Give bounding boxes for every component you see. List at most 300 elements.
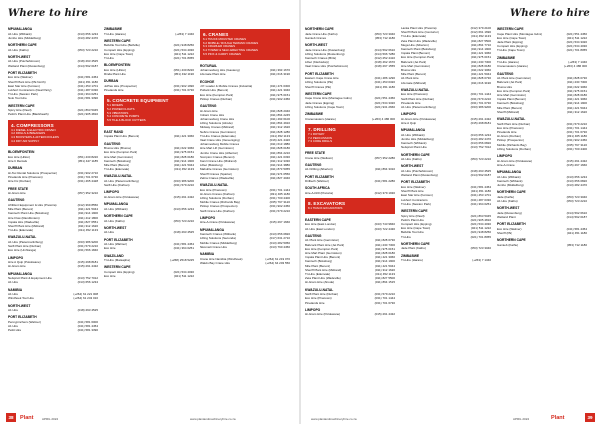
phone-number[interactable]: (011) 827 6551 [77, 219, 98, 224]
region-heading: PORT ELIZABETH [401, 180, 430, 185]
phone-number[interactable]: (013) 282 4470 [77, 35, 98, 40]
phone-number[interactable]: (041) 581 3390 [77, 328, 98, 333]
listing-row[interactable] [104, 230, 194, 234]
company-name: Eco Hire (Kempton Park) [497, 88, 531, 93]
phone-number[interactable]: (011) 421 5044 [566, 105, 587, 110]
phone-number[interactable]: (014) 592 6610 [374, 47, 395, 52]
listing-row[interactable] [104, 207, 194, 211]
phone-number[interactable]: (053) 723 2210 [566, 199, 587, 204]
listing-row[interactable] [8, 280, 98, 284]
phone-number[interactable]: (015) 291 4432 [566, 158, 587, 163]
phone-number[interactable]: (035) 797 3120 [269, 200, 290, 205]
phone-number[interactable]: (031) 465 1180 [566, 134, 587, 139]
phone-number[interactable]: (033) 386 9200 [470, 105, 491, 110]
phone-number[interactable]: (018) 293 4525 [470, 169, 491, 174]
phone-number[interactable]: (041) 451 1180 [470, 189, 491, 194]
company-name: Jade Crane Hire (Kathu) [305, 31, 338, 36]
phone-number[interactable]: (013) 656 1234 [566, 174, 587, 179]
listing-row[interactable] [200, 261, 290, 265]
phone-number[interactable]: (011) 493 6100 [269, 116, 290, 121]
phone-number[interactable]: (021) 905 4810 [470, 217, 491, 222]
phone-number[interactable]: (021) 511 1222 [173, 274, 194, 279]
listing-row[interactable] [8, 96, 98, 100]
phone-number[interactable]: (041) 581 3390 [77, 96, 98, 101]
listing-row[interactable] [497, 199, 587, 203]
phone-number[interactable]: (017) 631 2710 [269, 236, 290, 241]
region-heading: WESTERN CAPE [497, 27, 524, 31]
category-subitem: 7.2 PERCUSSION [308, 136, 332, 140]
phone-number[interactable]: (041) 581 4454 [77, 324, 98, 329]
phone-number[interactable]: (051) 432 1190 [173, 72, 194, 76]
phone-number[interactable]: (053) 723 2210 [470, 157, 491, 162]
phone-number[interactable]: (033) 386 9200 [173, 178, 194, 183]
phone-number[interactable]: (011) 914 1900 [374, 259, 395, 264]
phone-number[interactable]: (031) 579 2210 [470, 96, 491, 101]
listing-row[interactable] [497, 64, 587, 68]
phone-number[interactable]: (011) 828 0180 [566, 93, 587, 98]
phone-number[interactable]: (031) 902 1990 [173, 83, 194, 88]
phone-number[interactable]: (031) 579 2210 [374, 292, 395, 297]
phone-number[interactable]: (031) 579 2210 [566, 121, 587, 126]
phone-number[interactable]: (011) 827 5500 [470, 38, 491, 43]
phone-number[interactable]: (011) 230 7300 [566, 80, 587, 85]
phone-number[interactable]: (031) 579 2210 [77, 244, 98, 249]
phone-number[interactable]: (011) 975 0151 [269, 92, 290, 97]
phone-number[interactable]: (011) 827 4040 [269, 175, 290, 180]
listing-row[interactable] [8, 48, 98, 52]
phone-number[interactable]: (011) 421 5044 [77, 207, 98, 212]
phone-number[interactable]: (015) 297 1660 [566, 162, 587, 167]
listing-row[interactable] [8, 248, 98, 252]
phone-number[interactable]: (011) 421 3060 [566, 97, 587, 102]
listing-row[interactable] [8, 112, 98, 116]
phone-number[interactable]: (021) 534 4030 [470, 222, 491, 227]
phone-number[interactable]: (012) 252 4410 [374, 56, 395, 60]
phone-number[interactable]: (013) 282 5050 [269, 240, 290, 245]
phone-number[interactable]: (011) 828 2040 [269, 108, 290, 113]
phone-number[interactable]: (053) 723 2210 [77, 47, 98, 52]
phone-number[interactable]: (011) 827 5500 [374, 276, 395, 281]
listing-row[interactable] [8, 36, 98, 40]
listing-row[interactable] [401, 121, 491, 125]
phone-number[interactable]: (012) 661 1690 [470, 30, 491, 35]
phone-number[interactable]: (018) 462 1670 [374, 60, 395, 65]
phone-number[interactable]: (013) 752 7012 [77, 276, 98, 281]
phone-number[interactable]: (011) 974 0550 [269, 171, 290, 176]
phone-number[interactable]: (033) 386 9200 [77, 240, 98, 245]
phone-number[interactable]: (021) 511 1222 [173, 51, 194, 56]
phone-number[interactable]: (011) 914 1900 [77, 211, 98, 216]
phone-number[interactable]: (053) 723 3040 [374, 31, 395, 36]
listing-row[interactable] [401, 145, 491, 149]
phone-number[interactable]: (015) 291 4432 [374, 312, 395, 317]
listing-row[interactable] [401, 235, 491, 239]
phone-number[interactable]: (021) 931 2660 [374, 104, 395, 109]
phone-number[interactable]: (041) 581 4454 [77, 75, 98, 80]
phone-number[interactable]: (011) 421 0330 [269, 154, 290, 159]
listing-row[interactable] [8, 191, 98, 195]
phone-number[interactable]: (011) 873 5055 [269, 167, 290, 172]
phone-number[interactable]: (011) 975 0151 [173, 150, 194, 155]
phone-number[interactable]: (014) 596 7280 [374, 51, 395, 56]
phone-number[interactable]: (+264) 64 203 550 [265, 260, 290, 265]
phone-number[interactable]: (+263) 4 486 000 [564, 64, 587, 69]
phone-number[interactable]: (043) 743 9840 [374, 222, 395, 227]
phone-number[interactable]: (015) 298 8181 [470, 121, 491, 126]
phone-number[interactable]: (031) 701 6730 [173, 88, 194, 92]
phone-number[interactable]: (013) 656 0820 [470, 141, 491, 146]
phone-number[interactable]: (011) 230 7300 [374, 242, 395, 247]
listing-row[interactable] [200, 220, 290, 224]
listing-row[interactable] [104, 183, 194, 187]
phone-number[interactable]: (041) 487 0330 [470, 197, 491, 202]
phone-number[interactable]: (011) 312 1620 [77, 224, 98, 229]
listing-row[interactable] [497, 110, 587, 114]
phone-number[interactable]: (011) 864 3310 [374, 167, 395, 172]
phone-number[interactable]: (021) 551 4450 [374, 96, 395, 101]
phone-number[interactable]: (021) 701 8055 [173, 56, 194, 60]
phone-number[interactable]: (011) 914 1900 [470, 47, 491, 52]
phone-number[interactable]: (031) 700 4400 [566, 146, 587, 151]
phone-number[interactable]: (031) 700 4400 [269, 195, 290, 200]
listing-row[interactable] [497, 163, 587, 167]
listing-row[interactable] [305, 85, 395, 89]
url-left[interactable]: www.plantandmachineryhire.co.za [190, 417, 236, 421]
listing-row[interactable] [200, 97, 290, 101]
phone-number[interactable]: (011) 828 0730 [470, 76, 491, 81]
phone-number[interactable]: (011) 914 1900 [566, 101, 587, 106]
phone-number[interactable]: (021) 701 8055 [470, 234, 491, 239]
listing-row[interactable] [104, 274, 194, 278]
phone-number[interactable]: (041) 453 0320 [374, 80, 395, 85]
phone-number[interactable]: (011) 616 3190 [269, 72, 290, 77]
listing-row[interactable] [200, 245, 290, 249]
listing-row[interactable] [305, 227, 395, 231]
phone-number[interactable]: (014) 592 6610 [566, 210, 587, 215]
phone-number[interactable]: (+268) 2518 5225 [170, 258, 194, 263]
phone-number[interactable]: (013) 656 1234 [470, 132, 491, 137]
phone-number[interactable]: (053) 712 1180 [374, 35, 395, 40]
phone-number[interactable]: (011) 828 0180 [470, 63, 491, 68]
phone-number[interactable]: (015) 297 1660 [269, 220, 290, 225]
phone-number[interactable]: (013) 790 4450 [269, 244, 290, 249]
phone-number[interactable]: (021) 863 5045 [77, 108, 98, 113]
phone-number[interactable]: (031) 701 1444 [374, 296, 395, 301]
phone-number[interactable]: (015) 291 4432 [77, 264, 98, 269]
phone-number[interactable]: (011) 452 1133 [471, 34, 491, 39]
phone-number[interactable]: (014) 592 0187 [566, 215, 587, 220]
directory-section [8, 55, 98, 68]
listing-row[interactable] [8, 179, 98, 183]
phone-number[interactable]: (031) 902 2710 [77, 171, 98, 176]
phone-number[interactable]: (021) 534 4030 [173, 47, 194, 52]
listing-row[interactable] [104, 88, 194, 92]
phone-number[interactable]: (053) 723 3040 [470, 246, 491, 251]
phone-number[interactable]: (013) 656 1234 [77, 280, 98, 285]
listing-row[interactable] [305, 179, 395, 183]
phone-number[interactable]: (011) 622 3060 [173, 146, 194, 151]
phone-number[interactable]: (021) 948 8250 [173, 43, 194, 48]
phone-number[interactable]: (041) 364 0251 [173, 246, 194, 251]
phone-number[interactable]: (043) 722 4430 [374, 226, 395, 231]
date-right: APRIL 2024 [513, 417, 530, 421]
listing-row[interactable] [8, 296, 98, 300]
phone-number[interactable]: (011) 914 1900 [173, 158, 194, 163]
phone-number[interactable]: (011) 421 5044 [374, 263, 395, 268]
phone-number[interactable]: (015) 291 4432 [173, 194, 194, 199]
listing-row[interactable] [497, 231, 587, 235]
listing-row[interactable] [8, 328, 98, 332]
phone-number[interactable]: (018) 293 4525 [173, 230, 194, 235]
listing-row[interactable] [8, 159, 98, 163]
phone-number[interactable]: (041) 453 1701 [77, 83, 98, 88]
listing-row[interactable] [401, 105, 491, 109]
phone-number[interactable]: (057) 352 3210 [77, 191, 98, 196]
phone-number[interactable]: (012) 379 1930 [374, 190, 395, 195]
phone-number[interactable]: (011) 421 3060 [374, 255, 395, 260]
phone-number[interactable]: (011) 312 3330 [269, 158, 290, 163]
listing-row[interactable] [401, 202, 491, 206]
phone-number[interactable]: (012) 379 2100 [470, 26, 491, 30]
phone-number[interactable]: (035) 797 3120 [566, 142, 587, 147]
listing-row[interactable] [104, 258, 194, 262]
phone-number[interactable]: (013) 752 7012 [470, 145, 491, 150]
listing-row[interactable] [305, 312, 395, 316]
phone-number[interactable]: (021) 905 4810 [77, 112, 98, 117]
phone-number[interactable]: (+264) 61 221 008 [73, 292, 98, 297]
phone-number[interactable]: (011) 452 1133 [174, 167, 194, 172]
company-name: Eco Hire (East London) [305, 222, 337, 227]
phone-number[interactable]: (031) 701 6730 [566, 130, 587, 135]
listing-row[interactable] [8, 308, 98, 312]
listing-row[interactable] [104, 167, 194, 171]
company-name: Jade (Kathu) [497, 194, 515, 199]
phone-number[interactable]: (011) 864 7710 [470, 42, 491, 47]
listing-row[interactable] [401, 258, 491, 262]
phone-number[interactable]: (041) 581 4454 [566, 226, 587, 231]
phone-number[interactable]: (011) 914 3880 [269, 163, 290, 168]
listing-row[interactable] [401, 81, 491, 85]
phone-number[interactable]: (+264) 61 243 010 [73, 296, 98, 301]
phone-number[interactable]: (011) 312 1620 [374, 267, 395, 272]
phone-number[interactable]: (014) 592 0187 [470, 173, 491, 178]
phone-number[interactable]: (011) 616 3190 [470, 80, 491, 85]
phone-number[interactable]: (013) 282 4470 [566, 183, 587, 188]
phone-number[interactable]: (053) 712 1180 [566, 242, 587, 247]
phone-number[interactable]: (031) 701 1444 [269, 187, 290, 192]
phone-number[interactable]: (021) 534 3320 [566, 40, 587, 44]
phone-number[interactable]: (011) 864 1515 [374, 280, 395, 285]
listing-row[interactable] [104, 32, 194, 36]
phone-number[interactable]: (011) 975 0151 [566, 88, 587, 93]
listing-row[interactable] [8, 264, 98, 268]
phone-number[interactable]: (011) 828 0180 [269, 146, 290, 151]
phone-number[interactable]: (+263) 7 1340 [175, 31, 194, 36]
listing-row[interactable] [8, 64, 98, 68]
company-name: A1 Hire (Kathu) [497, 199, 518, 204]
phone-number[interactable]: (011) 312 1620 [566, 109, 587, 114]
phone-number[interactable]: (041) 486 1290 [374, 76, 395, 81]
phone-number[interactable]: (011) 828 0180 [374, 251, 395, 256]
listing-row[interactable] [8, 228, 98, 232]
phone-number[interactable]: (+263) 7 1340 [568, 60, 587, 65]
phone-number[interactable]: (021) 551 4450 [566, 31, 587, 36]
phone-number[interactable]: (031) 902 4450 [269, 204, 290, 209]
listing-row[interactable] [497, 215, 587, 219]
phone-number[interactable]: (041) 581 4454 [470, 185, 491, 190]
phone-number[interactable]: (011) 975 0151 [374, 246, 395, 251]
phone-number[interactable]: (021) 701 8055 [566, 48, 587, 53]
phone-number[interactable]: (041) 364 0251 [470, 201, 491, 206]
company-name: Eco Hire (Cape Town) [104, 51, 134, 56]
phone-number[interactable]: (011) 622 3060 [470, 68, 491, 73]
listing-row[interactable] [305, 105, 395, 109]
company-name: Lifting Solutions (PE) [305, 80, 334, 85]
phone-number[interactable]: (013) 656 0820 [566, 178, 587, 183]
listing-row[interactable] [200, 176, 290, 180]
phone-number[interactable]: (021) 534 4030 [566, 44, 587, 49]
phone-number[interactable]: (011) 864 4910 [269, 121, 290, 126]
listing-row[interactable] [104, 219, 194, 223]
directory-section [104, 174, 194, 187]
phone-number[interactable]: (013) 656 0820 [269, 232, 290, 237]
phone-number[interactable]: (041) 453 1701 [470, 193, 491, 198]
listing-row[interactable] [104, 246, 194, 250]
phone-number[interactable]: (031) 902 4450 [269, 96, 290, 101]
listing-row[interactable] [401, 157, 491, 161]
phone-number[interactable]: (041) 581 4454 [173, 242, 194, 247]
phone-number[interactable]: (011) 864 2245 [269, 112, 290, 117]
phone-number[interactable]: (041) 581 6000 [77, 320, 98, 325]
phone-number[interactable]: (021) 534 3320 [374, 100, 395, 105]
phone-number[interactable]: (011) 421 3040 [269, 88, 290, 93]
phone-number[interactable]: (053) 723 3040 [566, 194, 587, 199]
phone-number[interactable]: (057) 352 2280 [374, 155, 395, 160]
phone-number[interactable]: (031) 465 1180 [269, 191, 290, 196]
phone-number[interactable]: (012) 369 8550 [77, 203, 98, 208]
phone-number[interactable]: (011) 312 1620 [269, 125, 290, 130]
phone-number[interactable]: (015) 291 4432 [470, 116, 491, 121]
phone-number[interactable]: (051) 430 8220 [173, 67, 194, 72]
phone-number[interactable]: (011) 230 7300 [470, 59, 491, 64]
listing-row[interactable] [305, 36, 395, 40]
phone-number[interactable]: (011) 412 1800 [77, 215, 98, 220]
phone-number[interactable]: (011) 474 0300 [269, 84, 290, 89]
phone-number[interactable]: (041) 451 1180 [374, 84, 395, 89]
phone-number[interactable]: (011) 622 3060 [566, 84, 587, 89]
listing-row[interactable] [200, 209, 290, 213]
phone-number[interactable]: (051) 447 1185 [77, 159, 98, 164]
phone-number[interactable]: (011) 828 0730 [374, 238, 395, 243]
listing-row[interactable] [497, 147, 587, 151]
phone-number[interactable]: (016) 421 4420 [269, 137, 290, 142]
phone-number[interactable]: (021) 948 8250 [470, 230, 491, 235]
phone-number[interactable]: (021) 511 1222 [470, 226, 491, 231]
phone-number[interactable]: (041) 451 1180 [77, 79, 98, 84]
phone-number[interactable]: (031) 579 2210 [173, 183, 194, 188]
listing-row[interactable] [305, 191, 395, 195]
phone-number[interactable]: (011) 828 0180 [173, 154, 194, 159]
listing-row[interactable] [200, 72, 290, 76]
phone-number[interactable]: (031) 902 4450 [566, 138, 587, 143]
phone-number[interactable]: (+263) 4 486 000 [372, 116, 395, 121]
phone-number[interactable]: (013) 282 4470 [470, 137, 491, 142]
listing-row[interactable] [104, 72, 194, 76]
phone-number[interactable]: (021) 863 5045 [470, 213, 491, 218]
listing-row[interactable] [104, 195, 194, 199]
listing-row[interactable] [305, 64, 395, 68]
phone-number[interactable]: (011) 452 1133 [270, 133, 290, 138]
phone-number[interactable]: (031) 701 6730 [77, 175, 98, 180]
company-name: Babcock (Jet Park) [401, 59, 427, 64]
phone-number[interactable]: (031) 701 6730 [374, 300, 395, 305]
phone-number[interactable]: (018) 297 1555 [374, 64, 395, 69]
region-heading: BLOEMFONTEIN [8, 150, 35, 155]
phone-number[interactable]: (014) 592 0187 [77, 63, 98, 68]
listing-row[interactable] [104, 134, 194, 138]
phone-number[interactable]: (015) 298 8181 [77, 260, 98, 265]
phone-number[interactable]: (041) 451 1180 [566, 231, 587, 236]
phone-number[interactable]: (031) 701 1444 [470, 92, 491, 97]
phone-number[interactable]: (018) 293 4525 [77, 308, 98, 313]
phone-number[interactable]: (011) 421 5044 [470, 72, 491, 77]
phone-number[interactable]: (011) 421 5044 [173, 162, 194, 167]
phone-number[interactable]: (011) 421 3060 [173, 134, 194, 139]
listing-row[interactable] [497, 243, 587, 247]
listing-row[interactable] [305, 301, 395, 305]
company-name: Hire Mart (Germiston) [401, 63, 431, 68]
phone-number[interactable]: (011) 975 0151 [470, 55, 491, 60]
phone-number[interactable]: (+263) 7 1340 [472, 258, 491, 263]
listing-row[interactable] [305, 167, 395, 171]
listing-row[interactable] [497, 48, 587, 52]
directory-section [200, 183, 290, 213]
phone-number[interactable]: (031) 465 4428 [77, 179, 98, 184]
phone-number[interactable]: (011) 393 1670 [269, 68, 290, 73]
listing-row[interactable] [401, 246, 491, 250]
phone-number[interactable]: (051) 430 8220 [77, 155, 98, 160]
phone-number[interactable]: (041) 487 0330 [77, 88, 98, 92]
phone-number[interactable]: (053) 723 2210 [173, 218, 194, 223]
phone-number[interactable]: (041) 581 2280 [374, 179, 395, 184]
phone-number[interactable]: (013) 656 1234 [77, 31, 98, 36]
listing-row[interactable] [104, 56, 194, 60]
phone-number[interactable]: (011) 452 1133 [375, 272, 395, 277]
listing-row[interactable] [305, 117, 395, 121]
phone-number[interactable]: (013) 656 1234 [173, 206, 194, 211]
listing-row[interactable] [497, 183, 587, 187]
phone-number[interactable]: (021) 511 1222 [566, 35, 587, 40]
phone-number[interactable]: (011) 828 0730 [566, 76, 587, 81]
listing-row[interactable] [401, 173, 491, 177]
listing-row[interactable] [305, 156, 395, 160]
phone-number[interactable]: (011) 421 3060 [470, 51, 491, 56]
phone-number[interactable]: (031) 579 2210 [269, 208, 290, 213]
phone-number[interactable]: (011) 452 1133 [78, 228, 98, 233]
phone-number[interactable]: (031) 701 1444 [566, 125, 587, 130]
phone-number[interactable]: (018) 293 4525 [77, 59, 98, 64]
phone-number[interactable]: (021) 534 4030 [173, 269, 194, 274]
phone-number[interactable]: (011) 613 1880 [269, 142, 290, 147]
phone-number[interactable]: (011) 864 2210 [269, 150, 290, 155]
listing-row[interactable] [305, 280, 395, 284]
url-right[interactable]: www.plantandmachineryhire.co.za [311, 417, 357, 421]
phone-number[interactable]: (+264) 61 219 070 [265, 256, 290, 261]
phone-number[interactable]: (011) 828 1280 [269, 129, 290, 134]
phone-number[interactable]: (041) 364 0251 [77, 92, 98, 97]
phone-number[interactable]: (031) 701 6730 [470, 100, 491, 105]
phone-number[interactable]: (031) 566 1840 [77, 248, 98, 253]
